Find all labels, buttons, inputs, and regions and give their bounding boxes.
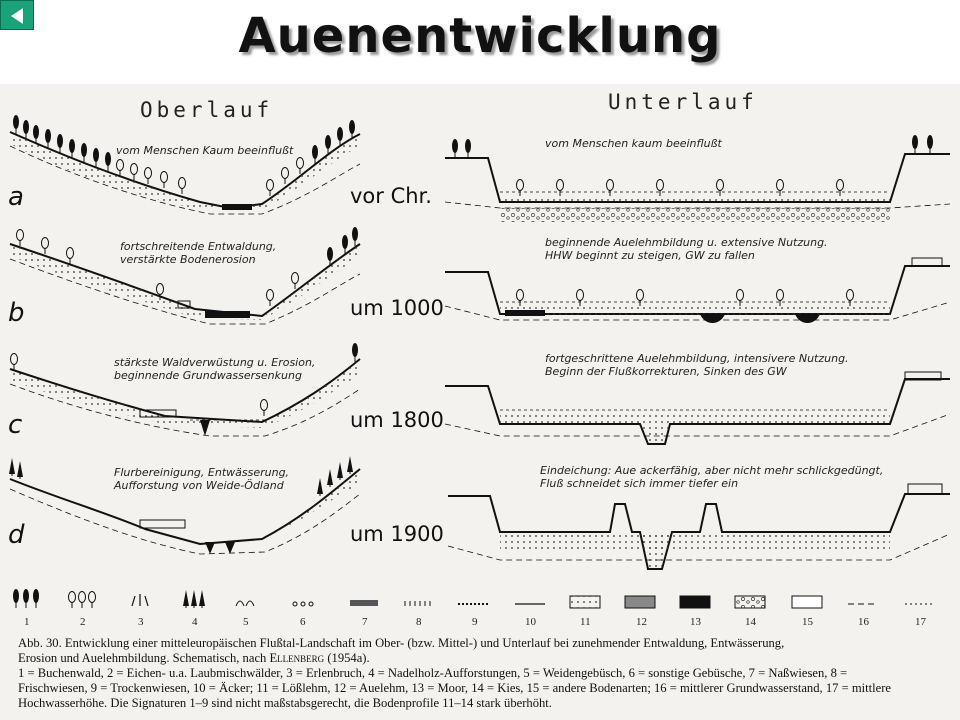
right-note-a: vom Menschen kaum beeinflußt (545, 137, 722, 150)
legend-num-13: 13 (690, 616, 701, 628)
caption-line-4: Frischwiesen, 9 = Trockenwiesen, 10 = Äcker; 11 = Lößlehm, 12 = Auelehm, 13 = Moor, 14 = Kies, 15 = andere Bodenarten; 16 = mittlerer Grundwasserstand, 17 = mittlere (18, 681, 891, 695)
left-note-b: fortschreitende Entwaldung, verstärkte Bodenerosion (120, 240, 277, 266)
era-label-b: um 1000 (350, 296, 444, 320)
right-panel-d (448, 484, 950, 569)
legend-symbols (13, 589, 935, 608)
caption-author: Ellenberg (269, 651, 325, 665)
panel-letter-a: a (8, 182, 24, 212)
legend-num-3: 3 (138, 616, 144, 628)
column-title-oberlauf: Oberlauf (140, 98, 274, 122)
legend-num-1: 1 (24, 616, 30, 628)
era-label-a: vor Chr. (350, 184, 432, 208)
right-panel-c (445, 372, 950, 444)
legend-num-7: 7 (362, 616, 368, 628)
legend-num-11: 11 (580, 616, 591, 628)
right-note-d: Eindeichung: Aue ackerfähig, aber nicht mehr schlickgedüngt, Fluß schneidet sich immer tiefer ein (540, 464, 884, 490)
column-title-unterlauf: Unterlauf (608, 90, 758, 114)
legend-num-16: 16 (858, 616, 869, 628)
right-note-c: fortgeschrittene Auelehmbildung, intensivere Nutzung. Beginn der Flußkorrekturen, Sinken des GW (545, 352, 849, 378)
caption-line-1: Abb. 30. Entwicklung einer mitteleuropäischen Flußtal-Landschaft im Ober- (bzw. Mittel-) und Unterlauf bei zunehmender Entwaldung, Entwässerung, (18, 636, 785, 650)
legend-num-4: 4 (192, 616, 198, 628)
legend-num-10: 10 (525, 616, 536, 628)
panel-letter-c: c (8, 410, 23, 440)
figure-caption (18, 636, 953, 711)
left-panel-a (10, 115, 360, 214)
panel-letter-b: b (8, 298, 25, 328)
legend-num-14: 14 (745, 616, 756, 628)
legend-num-2: 2 (80, 616, 86, 628)
left-note-d: Flurbereinigung, Entwässerung, Aufforstung von Weide-Ödland (114, 466, 290, 492)
era-label-c: um 1800 (350, 408, 444, 432)
legend-num-5: 5 (243, 616, 249, 628)
legend-num-15: 15 (802, 616, 813, 628)
right-panel-b (445, 258, 950, 323)
legend-num-9: 9 (472, 616, 478, 628)
caption-line-5: Hochwasserhöhe. Die Signaturen 1–9 sind nicht maßstabsgerecht, die Bodenprofile 11–14 stark überhöht. (18, 696, 552, 710)
legend-num-8: 8 (416, 616, 422, 628)
left-note-a: vom Menschen Kaum beeinflußt (116, 144, 294, 157)
left-note-c: stärkste Waldverwüstung u. Erosion, beginnende Grundwassersenkung (114, 356, 316, 382)
panel-letter-d: d (8, 520, 25, 550)
caption-line-2: Erosion und Auelehmbildung. Schematisch, nach Ellenberg (1954a). (18, 651, 370, 665)
legend-num-12: 12 (636, 616, 647, 628)
valley-profile-diagram (0, 84, 960, 720)
era-label-d: um 1900 (350, 522, 444, 546)
legend-num-17: 17 (915, 616, 926, 628)
legend-num-6: 6 (300, 616, 306, 628)
right-note-b: beginnende Auelehmbildung u. extensive Nutzung. HHW beginnt zu steigen, GW zu fallen (545, 236, 828, 262)
caption-line-3: 1 = Buchenwald, 2 = Eichen- u.a. Laubmischwälder, 3 = Erlenbruch, 4 = Nadelholz-Aufforstungen, 5 = Weidengebüsch, 6 = sonstige Gebüsche, 7 = Naßwiesen, 8 = (18, 666, 848, 680)
slide-title: Auenentwicklung (238, 8, 722, 64)
